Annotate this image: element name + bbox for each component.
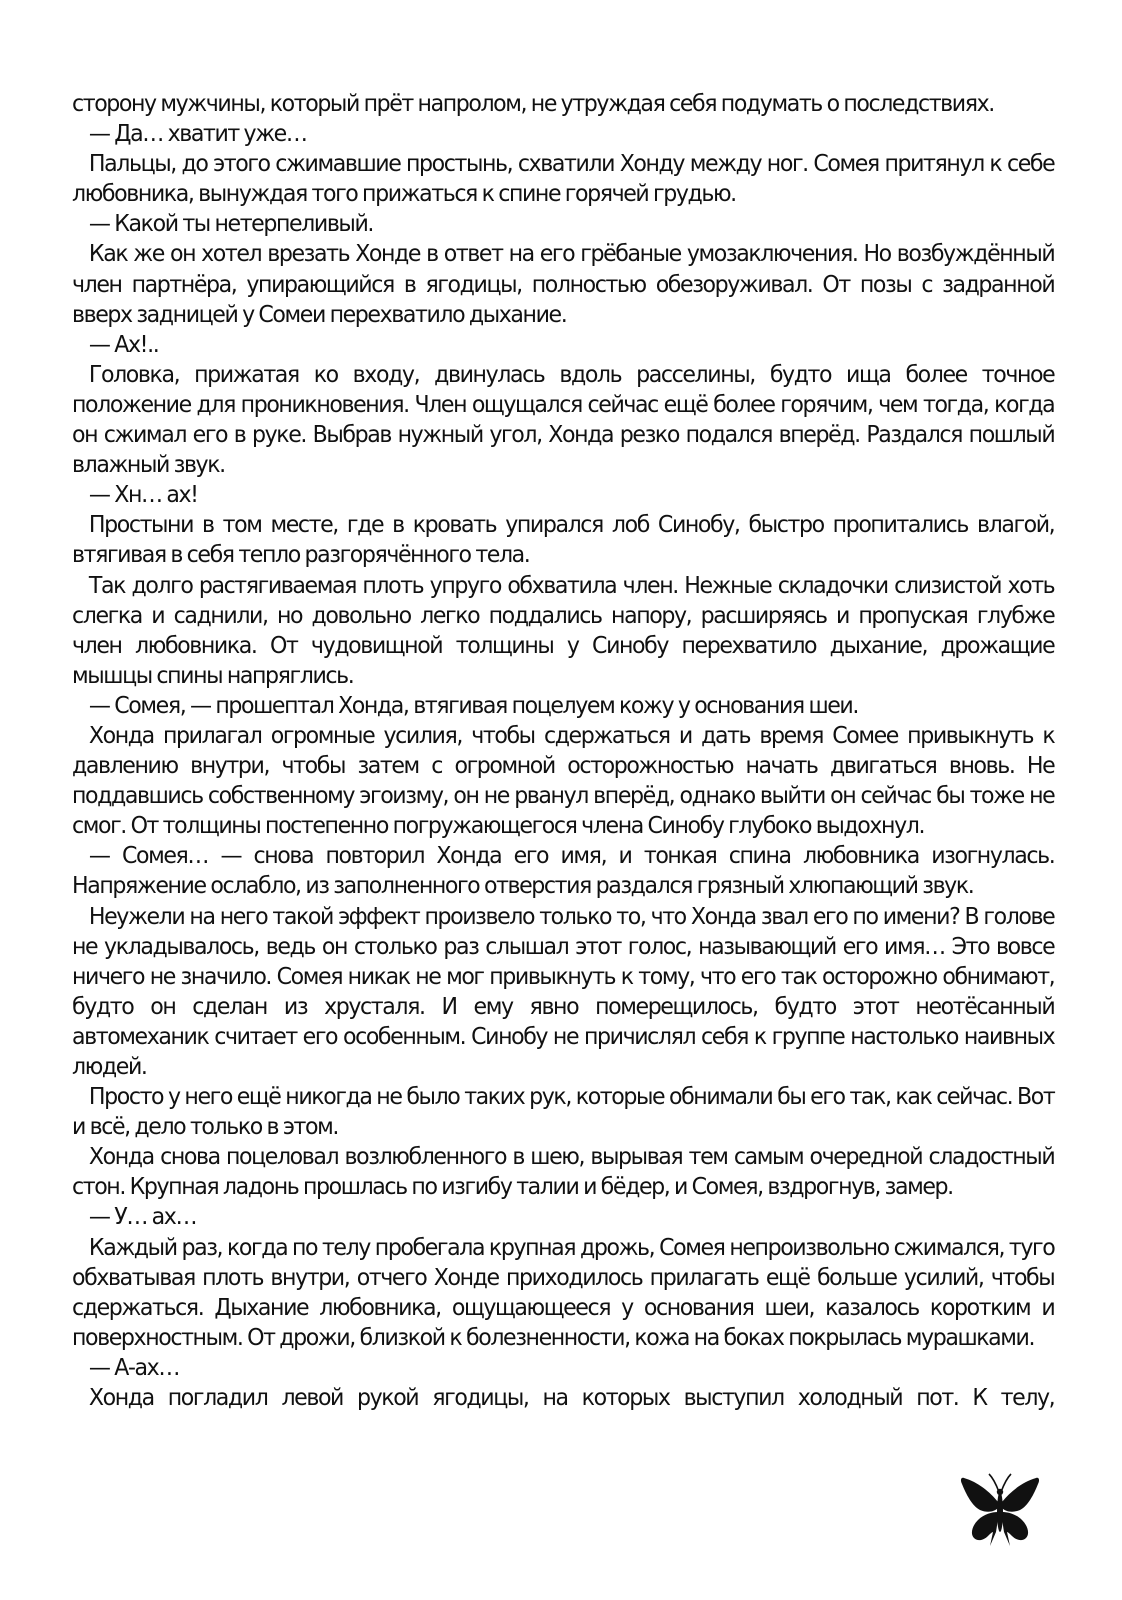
paragraph-9: Простыни в том месте, где в кровать упирался лоб Синобу, быстро пропитались влагой, втягивая в себя тепло разгорячённого тела. [72, 510, 1055, 569]
document-body [72, 88, 1054, 1412]
paragraph-16: Хонда снова поцеловал возлюбленного в шею, вырывая тем самым очередной сладостный стон. Крупная ладонь прошлась по изгибу талии и бёдер, и Сомея, вздрогнув, замер. [72, 1142, 1055, 1201]
paragraph-10: Так долго растягиваемая плоть упруго обхватила член. Нежные складочки слизистой хоть слегка и саднили, но довольно легко поддались напору, расширяясь и пропуская глубже член любовника. От чудовищной толщины у Синобу перехватило дыхание, дрожащие мышцы спины напряглись. [72, 570, 1055, 689]
paragraph-7: Головка, прижатая ко входу, двинулась вдоль расселины, будто ища более точное положение для проникновения. Член ощущался сейчас ещё более горячим, чем тогда, когда он сжимал его в руке. Выбрав нужный угол, Хонда резко подался вперёд. Раздался пошлый влажный звук. [72, 359, 1055, 479]
paragraph-11: — Сомея, — прошептал Хонда, втягивая поцелуем кожу у основания шеи. [88, 690, 858, 719]
paragraph-12: Хонда прилагал огромные усилия, чтобы сдержаться и дать время Сомее привыкнуть к давлению внутри, чтобы затем с огромной осторожностью начать двигаться вновь. Не поддавшись собственному эгоизму, он не рванул вперёд, однако выйти он сейчас бы тоже не смог. От толщины постепенно погружающегося члена Синобу глубоко выдохнул. [72, 720, 1055, 840]
paragraph-2: — Да… хватит уже… [88, 119, 307, 148]
paragraph-1: сторону мужчины, который прёт напролом, не утруждая себя подумать о последствиях. [72, 89, 994, 117]
paragraph-13: — Сомея… — снова повторил Хонда его имя, и тонкая спина любовника изогнулась. Напряжение ослабло, из заполненного отверстия раздался грязный хлюпающий звук. [72, 841, 1055, 900]
paragraph-20: Хонда погладил левой рукой ягодицы, на которых выступил холодный пот. К телу, [88, 1383, 1055, 1412]
butterfly-icon [960, 1472, 1040, 1548]
paragraph-8: — Хн… ах! [88, 480, 198, 509]
paragraph-15: Просто у него ещё никогда не было таких рук, которые обнимали бы его так, как сейчас. Вот и всё, дело только в этом. [72, 1082, 1055, 1141]
paragraph-5: Как же он хотел врезать Хонде в ответ на его грёбаные умозаключения. Но возбуждённый член партнёра, упирающийся в ягодицы, полностью обезоруживал. От позы с задранной вверх задницей у Сомеи перехватило дыхание. [72, 239, 1055, 328]
paragraph-3: Пальцы, до этого сжимавшие простынь, схватили Хонду между ног. Сомея притянул к себе любовника, вынуждая того прижаться к спине горячей грудью. [72, 149, 1055, 208]
paragraph-4: — Какой ты нетерпеливый. [88, 209, 374, 238]
paragraph-18: Каждый раз, когда по телу пробегала крупная дрожь, Сомея непроизвольно сжимался, туго обхватывая плоть внутри, отчего Хонде приходилось прилагать ещё больше усилий, чтобы сдержаться. Дыхание любовника, ощущающееся у основания шеи, казалось коротким и поверхностным. От дрожи, близкой к болезненности, кожа на боках покрылась мурашками. [72, 1232, 1055, 1351]
paragraph-17: — У… ах… [88, 1202, 197, 1231]
paragraph-14: Неужели на него такой эффект произвело только то, что Хонда звал его по имени? В голове не укладывалось, ведь он столько раз слышал этот голос, называющий его имя… Это вовсе ничего не значило. Сомея никак не мог привыкнуть к тому, что его так осторожно обнимают, будто он сделан из хрусталя. И ему явно померещилось, будто этот неотёсанный автомеханик считает его особенным. Синобу не причислял себя к группе настолько наивных людей. [72, 901, 1055, 1080]
paragraph-19: — А-ах… [88, 1352, 180, 1381]
paragraph-6: — Ах!.. [88, 329, 159, 358]
